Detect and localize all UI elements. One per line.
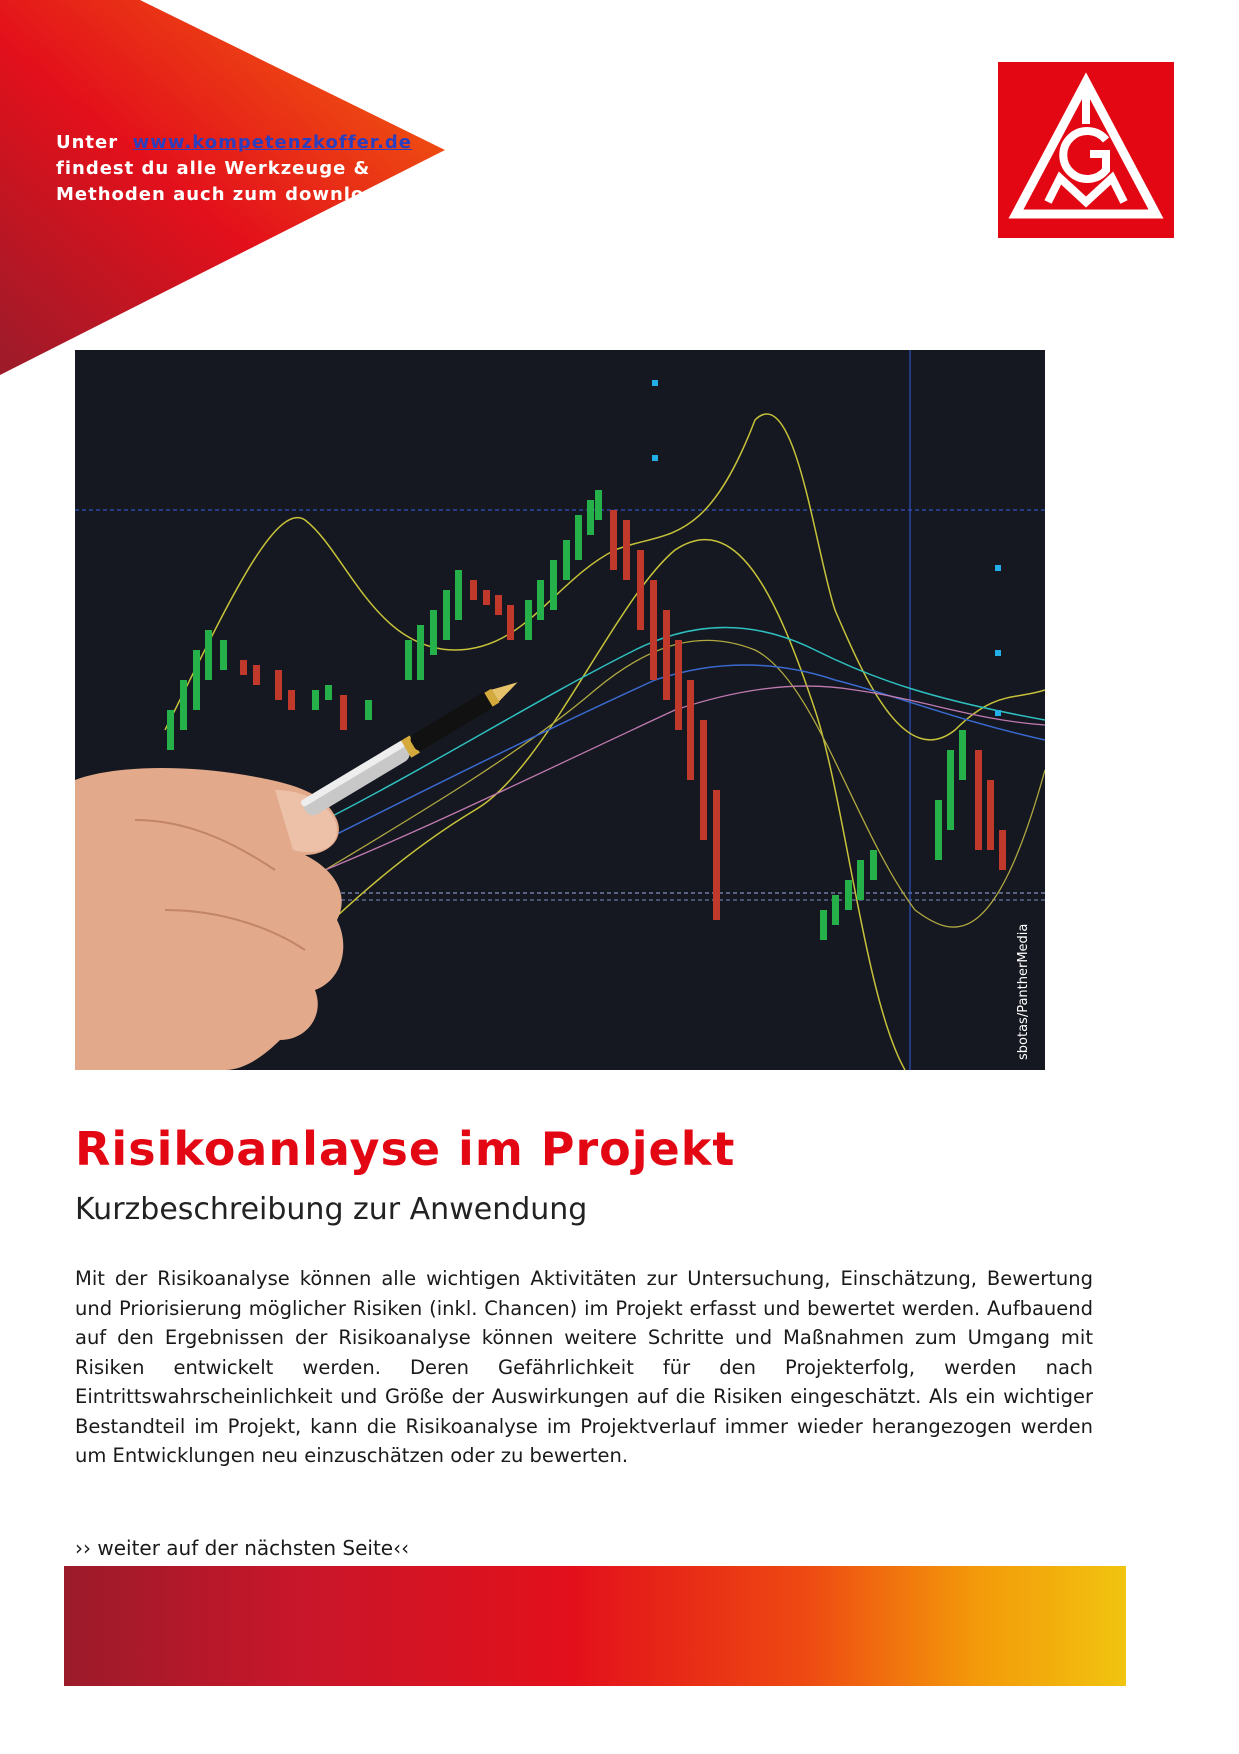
photo-credit: sbotas/PantherMedia xyxy=(1016,923,1031,1060)
promo-text xyxy=(56,130,416,208)
page-title: Risikoanlayse im Projekt xyxy=(75,1122,736,1176)
page-subtitle: Kurzbeschreibung zur Anwendung xyxy=(75,1192,588,1227)
bottom-gradient-bar xyxy=(64,1566,1126,1686)
promo-prefix: Unter xyxy=(56,132,119,153)
igm-logo-icon xyxy=(998,62,1174,238)
promo-link[interactable]: www.kompetenzkoffer.de xyxy=(132,132,413,153)
stock-chart-photo xyxy=(75,350,1045,1070)
body-text: Mit der Risikoanalyse können alle wichtigen Aktivitäten zur Untersuchung, Einschätzung, Bewertung und Priorisierung möglicher Risiken (inkl. Chancen) im Projekt erfasst und bewertet werden. Aufbauend auf den Ergebnissen der Risikoanalyse können weitere Schritte und Maßnahmen zum Umgang mit Risiken entwickelt werden. Deren Gefährlichkeit für den Projekterfolg, werden nach Eintrittswahrscheinlichkeit und Größe der Auswirkungen auf die Risiken eingeschätzt. Als ein wichtiger Bestandteil im Projekt, kann die Risikoanalyse im Projektverlauf immer wieder herangezogen werden um Entwicklungen neu einzuschätzen oder zu bewerten. xyxy=(75,1267,1093,1467)
next-page-hint: ›› weiter auf der nächsten Seite‹‹ xyxy=(75,1536,410,1560)
promo-rest: findest du alle Werkzeuge & Methoden auch zum download xyxy=(56,158,392,205)
